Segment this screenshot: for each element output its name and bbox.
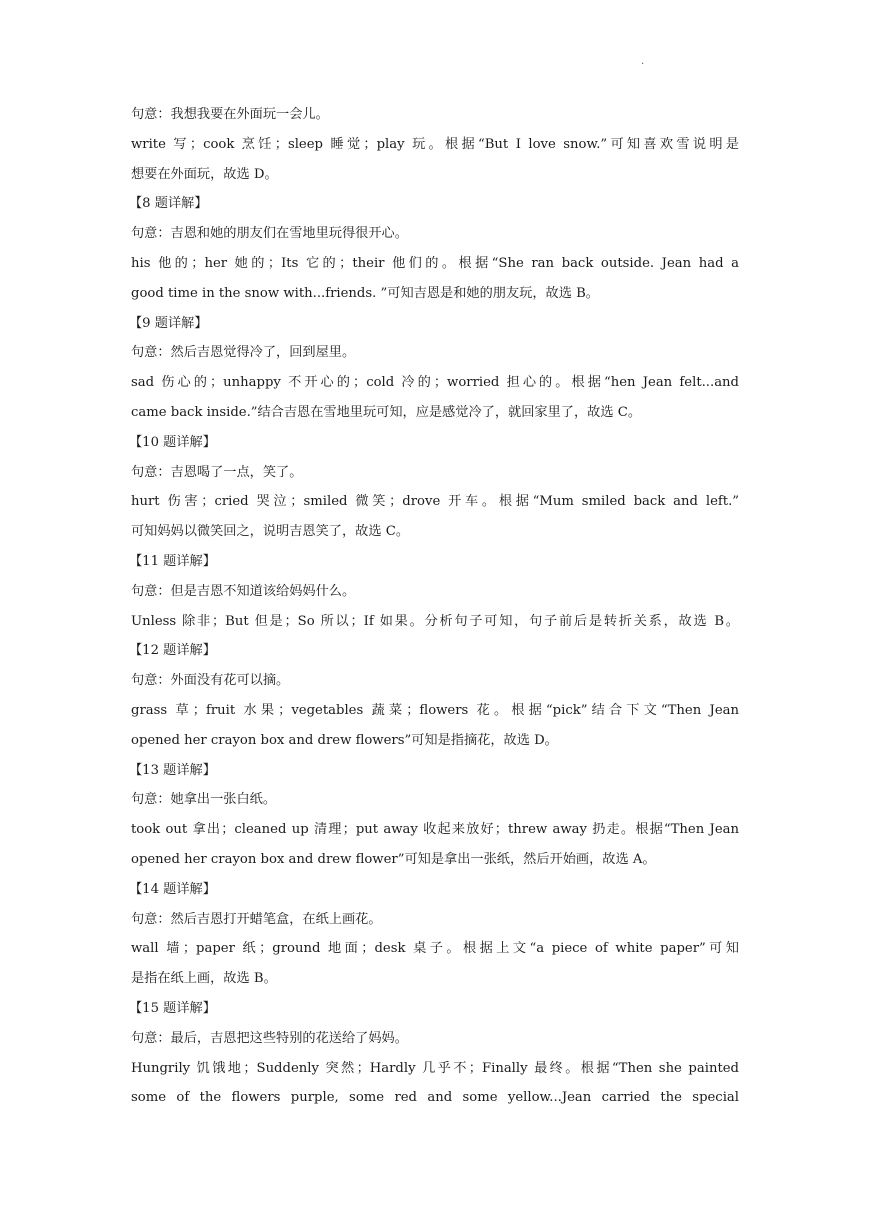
meaning-line: 句意：最后，吉恩把这些特别的花送给了妈妈。 (131, 1030, 408, 1046)
analysis-line: Hungrily 饥饿地；Suddenly 突然；Hardly 几乎不；Finally 最终。根据“Then she painted (131, 1060, 739, 1076)
page-corner-mark: . (641, 56, 645, 67)
analysis-line: opened her crayon box and drew flower”可知是拿出一张纸，然后开始画，故选 A。 (131, 851, 656, 867)
question-heading-15: 【15 题详解】 (129, 1000, 216, 1016)
analysis-line: opened her crayon box and drew flowers”可知是指摘花，故选 D。 (131, 732, 558, 748)
analysis-line: 可知妈妈以微笑回之，说明吉恩笑了，故选 C。 (131, 524, 410, 540)
question-heading-9: 【9 题详解】 (129, 315, 208, 331)
analysis-line: 是指在纸上画，故选 B。 (131, 971, 277, 987)
question-heading-12: 【12 题详解】 (129, 643, 216, 659)
question-heading-11: 【11 题详解】 (129, 553, 216, 569)
meaning-line: 句意：但是吉恩不知道该给妈妈什么。 (131, 583, 356, 599)
analysis-line: came back inside.”结合吉恩在雪地里玩可知，应是感觉冷了，就回家里了，故选 C。 (131, 404, 642, 420)
analysis-line: write 写；cook 烹饪；sleep 睡觉；play 玩。根据“But I love snow.”可知喜欢雪说明是 (131, 136, 739, 152)
question-heading-10: 【10 题详解】 (129, 434, 216, 450)
analysis-line: his 他的；her 她的；Its 它的；their 他们的。根据“She ran back outside. Jean had a (131, 255, 739, 271)
meaning-line: 句意：吉恩和她的朋友们在雪地里玩得很开心。 (131, 226, 408, 242)
meaning-line: 句意：然后吉恩打开蜡笔盒，在纸上画花。 (131, 911, 382, 927)
analysis-line: Unless 除非；But 但是；So 所以；If 如果。分析句子可知，句子前后是转折关系，故选 B。 (131, 613, 739, 629)
question-heading-8: 【8 题详解】 (129, 196, 208, 212)
question-heading-14: 【14 题详解】 (129, 881, 216, 897)
meaning-line: 句意：然后吉恩觉得冷了，回到屋里。 (131, 345, 356, 361)
analysis-line: wall 墙；paper 纸；ground 地面；desk 桌子。根据上文“a piece of white paper”可知 (131, 941, 739, 957)
meaning-line: 句意：外面没有花可以摘。 (131, 673, 290, 689)
analysis-line: grass 草；fruit 水果；vegetables 蔬菜；flowers 花。根据“pick”结合下文“Then Jean (131, 702, 739, 718)
analysis-line: some of the flowers purple, some red and some yellow...Jean carried the special (131, 1090, 739, 1106)
meaning-line: 句意：我想我要在外面玩一会儿。 (131, 107, 329, 122)
analysis-line: took out 拿出；cleaned up 清理；put away 收起来放好；threw away 扔走。根据“Then Jean (131, 822, 739, 838)
question-heading-13: 【13 题详解】 (129, 762, 216, 778)
answer-explanations (131, 100, 739, 1113)
analysis-line: hurt 伤害；cried 哭泣；smiled 微笑；drove 开车。根据“Mum smiled back and left.” (131, 494, 739, 510)
meaning-line: 句意：吉恩喝了一点，笑了。 (131, 464, 303, 480)
analysis-line: sad 伤心的；unhappy 不开心的；cold 冷的；worried 担心的。根据“hen Jean felt...and (131, 375, 739, 391)
meaning-line: 句意：她拿出一张白纸。 (131, 792, 277, 808)
analysis-line: good time in the snow with...friends. ”可知吉恩是和她的朋友玩，故选 B。 (131, 285, 599, 301)
analysis-line: 想要在外面玩，故选 D。 (131, 166, 278, 182)
